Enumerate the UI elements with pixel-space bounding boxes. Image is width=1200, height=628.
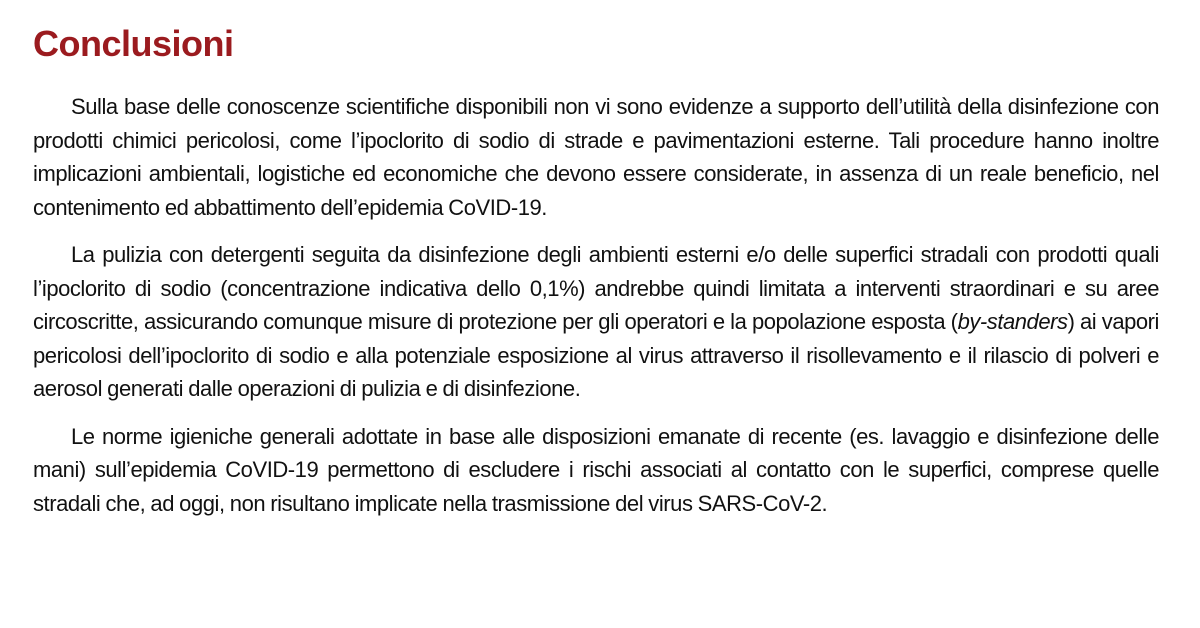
paragraph-1: Sulla base delle conoscenze scientifiche disponibili non vi sono evidenze a supporto dell’utilità della disinfezione con prodotti chimici pericolosi, come l’ipoclorito di sodio di strade e pavimentazioni esterne. Tali procedure hanno inoltre implicazioni ambientali, logistiche ed economiche che devono essere considerate, in assenza di un reale beneficio, nel contenimento ed abbattimento dell’epidemia CoVID-19. bbox=[33, 94, 1159, 220]
document-page bbox=[33, 20, 1159, 534]
paragraph-2-text-start: La pulizia con detergenti seguita da disinfezione degli ambienti esterni e/o delle superfici stradali con prodotti quali l’ipoclorito di sodio (concentrazione indicativa dello 0,1%) andrebbe quindi limitata a interventi straordinari e su aree circoscritte, assicurando comunque misure di protezione per gli operatori e la popolazione esposta ( bbox=[33, 242, 1159, 334]
paragraph-3: Le norme igieniche generali adottate in base alle disposizioni emanate di recente (es. lavaggio e disinfezione delle mani) sull’epidemia CoVID-19 permettono di escludere i rischi associati al contatto con le superfici, comprese quelle stradali che, ad oggi, non risultano implicate nella trasmissione del virus SARS-CoV-2. bbox=[33, 423, 1159, 516]
paragraph-2-text-end: ) ai vapori pericolosi dell’ipoclorito di sodio e alla potenziale esposizione al virus attraverso il risollevamento e il rilascio di polveri e aerosol generati dalle operazioni di pulizia e di disinfezione. bbox=[33, 309, 1159, 401]
paragraph-2-italic-term: by-standers bbox=[957, 309, 1068, 334]
paragraph-2 bbox=[33, 238, 1159, 406]
section-heading: Conclusioni bbox=[33, 23, 234, 64]
